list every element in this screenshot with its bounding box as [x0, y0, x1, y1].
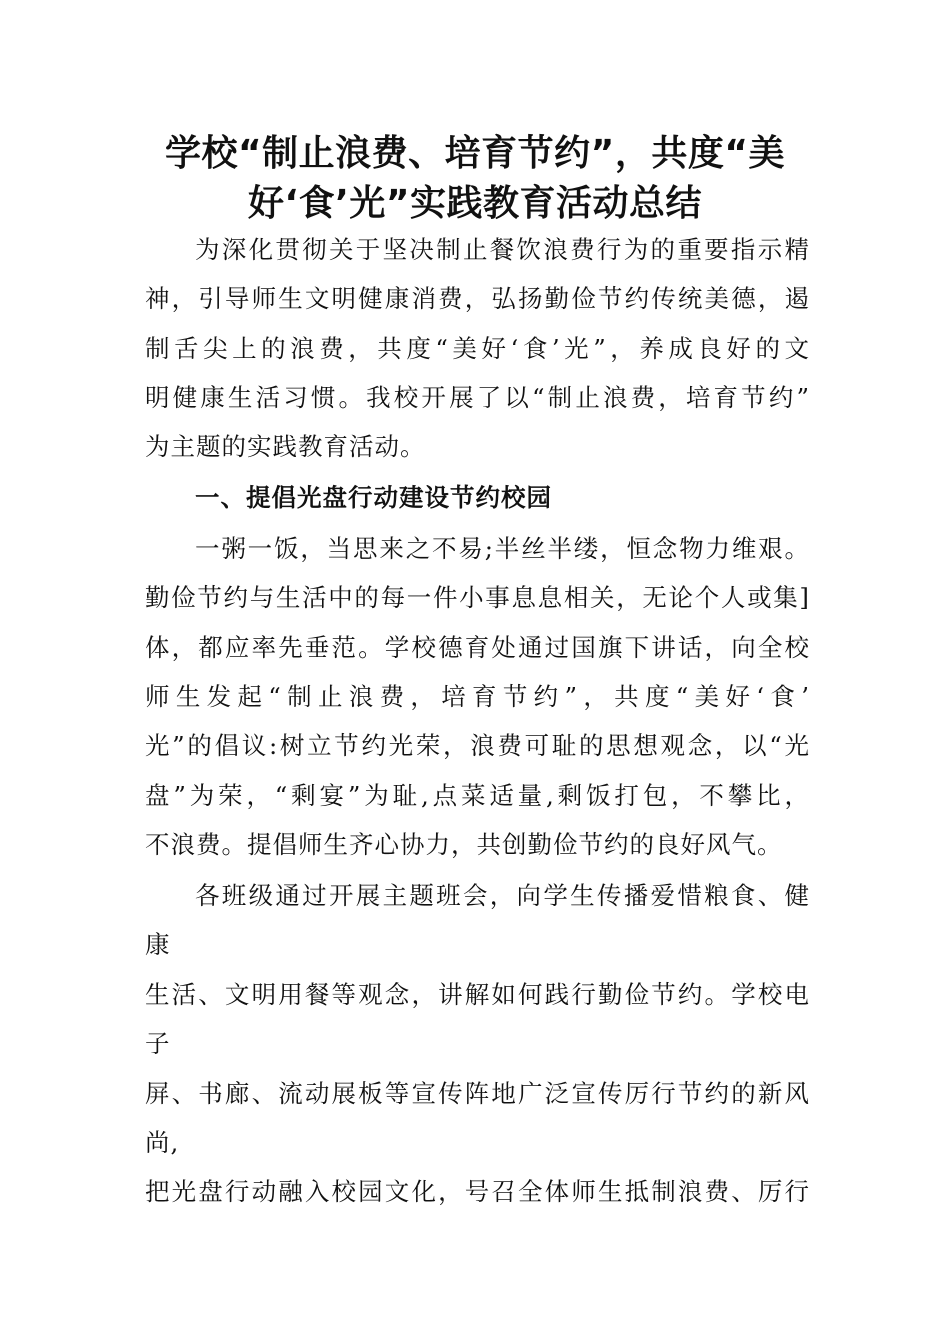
body-line: 光”的倡议:树立节约光荣，浪费可耻的思想观念，以“光: [145, 731, 810, 760]
body-line: 尚,: [145, 1128, 180, 1157]
body-line: 不浪费。提倡师生齐心协力，共创勤俭节约的良好风气。: [145, 830, 783, 859]
body-line: 生活、文明用餐等观念，讲解如何践行勤俭节约。学校电: [145, 980, 810, 1009]
body-line: 体，都应率先垂范。学校德育处通过国旗下讲话，向全校: [145, 633, 810, 662]
intro-line: 制舌尖上的浪费，共度“美好‘食’光”，养成良好的文: [145, 334, 810, 363]
intro-line: 明健康生活习惯。我校开展了以“制止浪费，培育节约”: [145, 383, 810, 412]
body-line: 把光盘行动融入校园文化，号召全体师生抵制浪费、厉行: [145, 1177, 810, 1206]
body-line: 子: [145, 1029, 171, 1058]
body-line: 勤俭节约与生活中的每一件小事息息相关，无论个人或集]: [145, 583, 810, 612]
body-line: 一粥一饭，当思来之不易;半丝半缕，恒念物力维艰。: [195, 534, 810, 563]
intro-line: 神，引导师生文明健康消费，弘扬勤俭节约传统美德，遏: [145, 284, 810, 313]
body-line: 屏、书廊、流动展板等宣传阵地广泛宣传厉行节约的新风: [145, 1079, 810, 1108]
body-line: 康: [145, 930, 171, 959]
body-line: 盘”为荣，“剩宴”为耻,点菜适量,剩饭打包，不攀比，: [145, 781, 810, 810]
section-heading: 一、提倡光盘行动建设节约校园: [195, 483, 552, 512]
intro-line: 为深化贯彻关于坚决制止餐饮浪费行为的重要指示精: [195, 235, 810, 264]
body-line: 各班级通过开展主题班会，向学生传播爱惜粮食、健: [195, 881, 810, 910]
body-line: 师生发起“制止浪费，培育节约”，共度“美好‘食’: [145, 682, 810, 711]
document-title-line-1: 学校“制止浪费、培育节约”，共度“美: [165, 133, 785, 174]
intro-line: 为主题的实践教育活动。: [145, 432, 426, 461]
document-title-line-2: 好‘食’光”实践教育活动总结: [247, 183, 702, 224]
